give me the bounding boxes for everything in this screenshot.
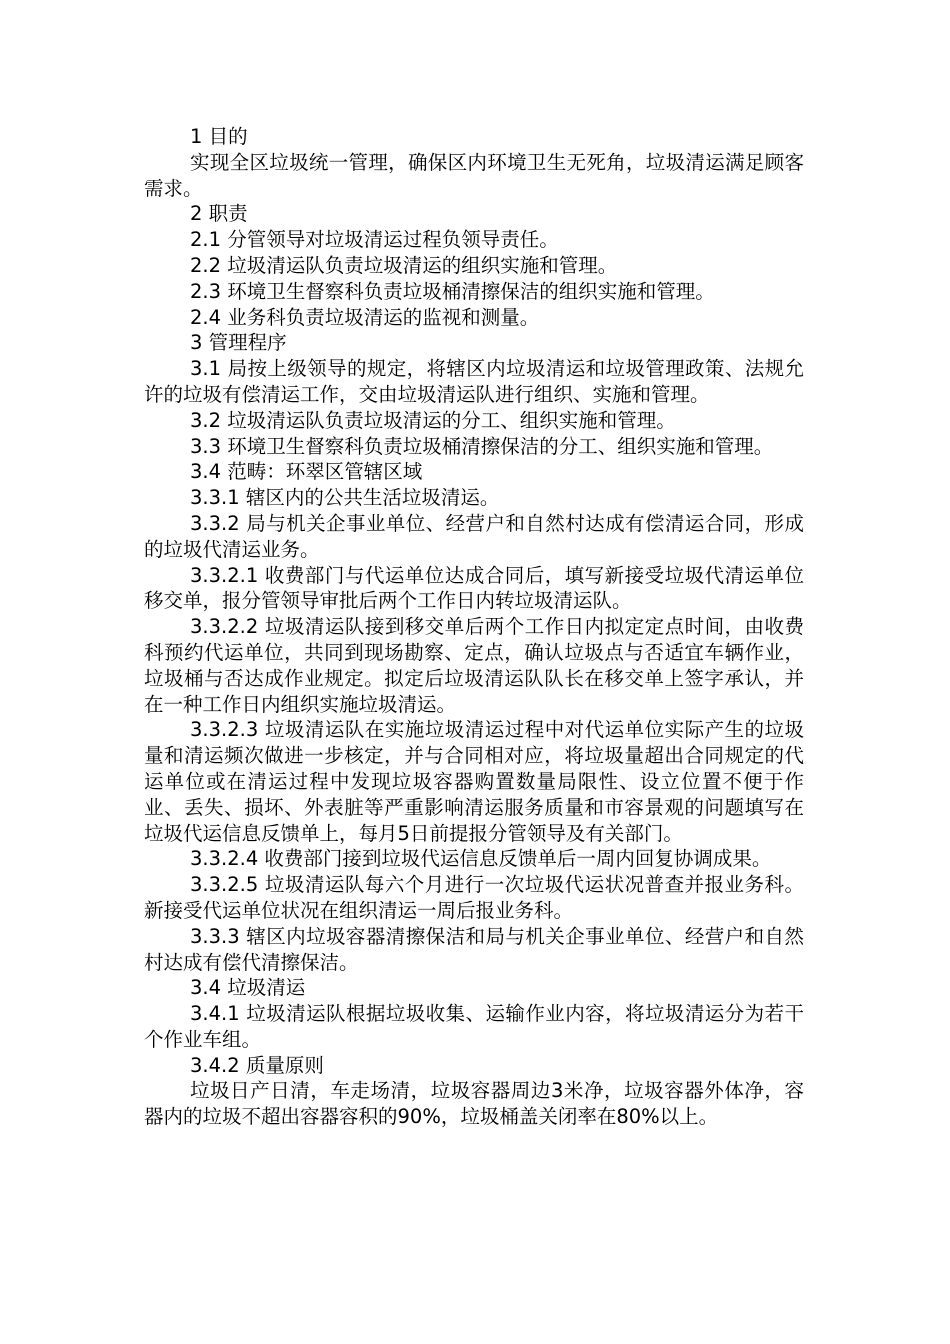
paragraph-3-3-2-4: 3.3.2.4 收费部门接到垃圾代运信息反馈单后一周内回复协调成果。 <box>190 847 772 871</box>
paragraph-3-3: 3.3 环境卫生督察科负责垃圾桶清擦保洁的分工、组织实施和管理。 <box>190 434 774 458</box>
paragraph-3-3-2-3: 3.3.2.3 垃圾清运队在实施垃圾清运过程中对代运单位实际产生的垃圾量和清运频次做进一步核定，并与合同相对应，将垃圾量超出合同规定的代运单位或在清运过程中发现垃圾容器购置数量局限性、设立位置不便于作业、丢失、损坏、外表脏等严重影响清运服务质量和市容景观的问题填写在垃圾代运信息反馈单上，每月5日前提报分管领导及有关部门。 <box>144 718 804 845</box>
paragraph-3-4-scope: 3.4 范畴：环翠区管辖区域 <box>190 460 423 484</box>
paragraph-3-1: 3.1 局按上级领导的规定，将辖区内垃圾清运和垃圾管理政策、法规允许的垃圾有偿清运工作，交由垃圾清运队进行组织、实施和管理。 <box>144 357 804 406</box>
heading-3-4-2-quality: 3.4.2 质量原则 <box>190 1053 324 1077</box>
paragraph-2-3: 2.3 环境卫生督察科负责垃圾桶清擦保洁的组织实施和管理。 <box>190 279 715 303</box>
paragraph-3-3-2-1: 3.3.2.1 收费部门与代运单位达成合同后，填写新接受垃圾代清运单位移交单，报分管领导审批后两个工作日内转垃圾清运队。 <box>144 563 804 613</box>
paragraph-3-3-2-2: 3.3.2.2 垃圾清运队接到移交单后两个工作日内拟定定点时间，由收费科预约代运单位，共同到现场勘察、定点，确认垃圾点与否适宜车辆作业，垃圾桶与否达成作业规定。拟定后垃圾清运队队长在移交单上签字承认，并在一种工作日内组织实施垃圾清运。 <box>144 615 804 716</box>
paragraph-quality-standard: 垃圾日产日清，车走场清，垃圾容器周边3米净，垃圾容器外体净，容器内的垃圾不超出容器容积的90%，垃圾桶盖关闭率在80%以上。 <box>144 1079 804 1129</box>
paragraph-purpose: 实现全区垃圾统一管理，确保区内环境卫生无死角，垃圾清运满足顾客需求。 <box>144 150 804 200</box>
paragraph-3-3-3: 3.3.3 辖区内垃圾容器清擦保洁和局与机关企事业单位、经营户和自然村达成有偿代清擦保洁。 <box>144 924 804 974</box>
paragraph-2-4: 2.4 业务科负责垃圾清运的监视和测量。 <box>190 305 540 329</box>
heading-procedure: 3 管理程序 <box>190 331 287 355</box>
paragraph-3-3-2-5: 3.3.2.5 垃圾清运队每六个月进行一次垃圾代运状况普查并报业务科。新接受代运单位状况在组织清运一周后报业务科。 <box>144 873 804 922</box>
paragraph-2-2: 2.2 垃圾清运队负责垃圾清运的组织实施和管理。 <box>190 253 618 277</box>
document-body <box>144 124 804 1130</box>
paragraph-2-1: 2.1 分管领导对垃圾清运过程负领导责任。 <box>190 228 559 252</box>
paragraph-3-3-2: 3.3.2 局与机关企事业单位、经营户和自然村达成有偿清运合同，形成的垃圾代清运业务。 <box>144 511 804 561</box>
heading-responsibilities: 2 职责 <box>190 202 248 226</box>
paragraph-3-4-1: 3.4.1 垃圾清运队根据垃圾收集、运输作业内容，将垃圾清运分为若干个作业车组。 <box>144 1002 804 1051</box>
heading-3-4-collection: 3.4 垃圾清运 <box>190 976 306 1000</box>
paragraph-3-2: 3.2 垃圾清运队负责垃圾清运的分工、组织实施和管理。 <box>190 408 676 432</box>
heading-purpose: 1 目的 <box>190 125 248 148</box>
paragraph-3-3-1: 3.3.1 辖区内的公共生活垃圾清运。 <box>190 486 500 510</box>
